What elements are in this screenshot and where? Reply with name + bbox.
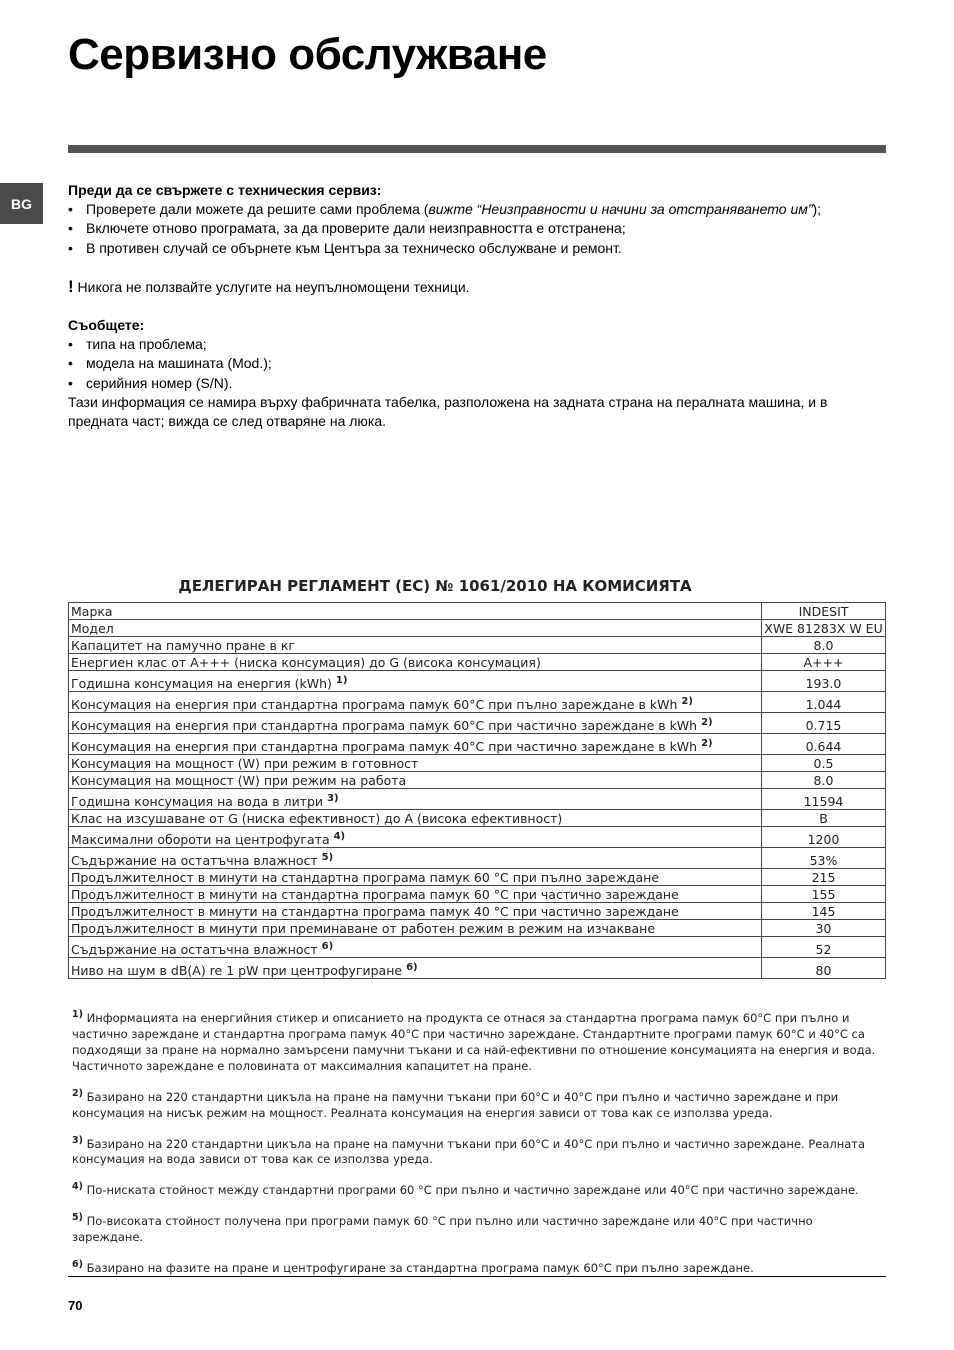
- page-number: 70: [68, 1298, 83, 1313]
- footnote-mark: 4): [72, 1181, 83, 1193]
- table-row: [69, 810, 886, 827]
- footnote: [72, 1210, 884, 1245]
- table-row: [69, 886, 886, 903]
- row-label: Клас на изсушаване от G (ниска ефективност) до А (висока ефективност): [69, 810, 762, 827]
- footnote-ref: 2): [701, 716, 713, 728]
- row-value: 215: [762, 869, 886, 886]
- table-row: [69, 654, 886, 671]
- table-row: [69, 637, 886, 654]
- footnote-text: По-ниската стойност между стандартни програми 60 °С при пълно и частично зареждане или 40°С при частично зареждане.: [86, 1183, 859, 1198]
- row-value: 8.0: [762, 772, 886, 789]
- row-label: Капацитет на памучно пране в кг: [69, 637, 762, 654]
- row-value: 193.0: [762, 671, 886, 692]
- table-row: [69, 772, 886, 789]
- table-row: [69, 603, 886, 620]
- footnote-ref: 2): [681, 695, 693, 707]
- table-row: [69, 692, 886, 713]
- footnote-text: Базирано на 220 стандартни цикъла на пране на памучни тъкани при 60°С и 40°С при пълно и частично зареждане и при консумация на нисък режим на мощност. Реалната консумация на енергия зависи от това как се използва уреда.: [72, 1089, 839, 1120]
- footnote: [72, 1007, 884, 1074]
- row-label: Продължителност в минути на стандартна програма памук 40 °С при частично зареждане: [69, 903, 762, 920]
- footnote-ref: 1): [335, 674, 348, 686]
- table-row: [69, 903, 886, 920]
- footnote-ref: 4): [333, 830, 346, 842]
- row-label: Годишна консумация на енергия (kWh) $^{1)}$: [69, 671, 762, 692]
- table-row: [69, 755, 886, 772]
- row-label: Продължителност в минути при преминаване от работен режим в режим на изчакване: [69, 920, 762, 937]
- row-label: Продължителност в минути на стандартна програма памук 60 °С при частично зареждане: [69, 886, 762, 903]
- footnote-ref: 5): [321, 851, 334, 863]
- footnote-mark: 3): [72, 1134, 83, 1146]
- row-label: Консумация на енергия при стандартна програма памук 40°С при частично зареждане в kWh $^{2)}$: [69, 734, 762, 755]
- footnote-mark: 2): [72, 1087, 83, 1099]
- check-item-2: • Включете отново програмата, за да проверите дали неизправността е отстранена;: [68, 219, 888, 238]
- row-value: 0.715: [762, 713, 886, 734]
- page-title: Сервизно обслужване: [68, 30, 547, 79]
- row-label: Ниво на шум в dB(A) re 1 pW при центрофугиране $^{6)}$: [69, 958, 762, 979]
- table-row: [69, 713, 886, 734]
- row-label: Продължителност в минути на стандартна програма памук 60 °С при пълно зареждане: [69, 869, 762, 886]
- footnotes: [72, 1007, 884, 1288]
- footnote-ref: 2): [701, 737, 713, 749]
- row-value: 80: [762, 958, 886, 979]
- row-value: 11594: [762, 789, 886, 810]
- footnote-text: Информацията на енергийния стикер и описанието на продукта се отнася за стандартна програма памук 60°С при пълно и частично зареждане и стандартна програма памук 40°С при частично зареждане. Стандартните програми памук 60°С и 40°С са подходящи за пране на нормално замърсени памучни тъкани и са най-ефективни по отношение консумацията на енергия и вода. Частичното зареждане е половината от максималния капацитет на пране.: [72, 1010, 876, 1073]
- row-value: 1.044: [762, 692, 886, 713]
- warning-icon: !: [68, 276, 74, 296]
- row-value: B: [762, 810, 886, 827]
- table-row: [69, 937, 886, 958]
- service-instructions: [68, 181, 888, 431]
- row-label: Съдържание на остатъчна влажност $^{6)}$: [69, 937, 762, 958]
- footer-divider: [68, 1276, 886, 1277]
- nameplate-info: Тази информация се намира върху фабричната табелка, разположена на задната страна на пералната машина, и в предната част; вижда се след отваряне на люка.: [68, 393, 828, 430]
- footnote-mark: 1): [72, 1009, 83, 1020]
- row-value: 8.0: [762, 637, 886, 654]
- table-row: [69, 827, 886, 848]
- footnote-text: Базирано на 220 стандартни цикъла на пране на памучни тъкани при 60°С и 40°С при пълно и частично зареждане. Реалната консумация на вода зависи от това как се използва уреда.: [72, 1136, 866, 1167]
- check-item-1-text: Проверете дали можете да решите сами проблема (: [86, 201, 429, 218]
- row-value: 52: [762, 937, 886, 958]
- footnote-ref: 6): [406, 961, 418, 973]
- regulation-title: ДЕЛЕГИРАН РЕГЛАМЕНТ (ЕС) № 1061/2010 НА КОМИСИЯТА: [178, 577, 692, 595]
- row-value: XWE 81283X W EU: [762, 620, 886, 637]
- warning-text: Никога не ползвайте услугите на неупълномощени техници.: [73, 278, 470, 295]
- row-label: Годишна консумация на вода в литри $^{3)}$: [69, 789, 762, 810]
- check-item-1: [68, 200, 888, 219]
- check-item-1-reference: вижте “Неизправности и начини за отстраняването им”: [428, 201, 813, 218]
- check-item-3: • В противен случай се обърнете към Центъра за техническо обслужване и ремонт.: [68, 239, 888, 258]
- row-label: Консумация на мощност (W) при режим на работа: [69, 772, 762, 789]
- row-label: Консумация на енергия при стандартна програма памук 60°С при пълно зареждане в kWh $^{2)}$: [69, 692, 762, 713]
- footnote: [72, 1086, 884, 1121]
- footnote: [72, 1257, 884, 1276]
- row-value: 155: [762, 886, 886, 903]
- table-row: [69, 620, 886, 637]
- row-value: A+++: [762, 654, 886, 671]
- regulation-table: [68, 602, 886, 979]
- before-heading: Преди да се свържете с техническия сервиз:: [68, 182, 382, 198]
- row-value: 0.644: [762, 734, 886, 755]
- footnote-mark: 6): [72, 1259, 83, 1271]
- footnote-ref: 3): [327, 792, 339, 804]
- row-value: 1200: [762, 827, 886, 848]
- footnote: [72, 1133, 884, 1168]
- footnote-text: По-високата стойност получена при програми памук 60 °С при пълно или частично зареждане или 40°С при частично зареждане.: [72, 1214, 813, 1245]
- footnote: [72, 1179, 884, 1198]
- row-value: 145: [762, 903, 886, 920]
- row-value: 0.5: [762, 755, 886, 772]
- footnote-text: Базирано на фазите на пране и центрофугиране за стандартна програма памук 60°С при пълно зареждане.: [86, 1260, 754, 1275]
- table-row: [69, 848, 886, 869]
- row-label: Максимални обороти на центрофугата $^{4)}$: [69, 827, 762, 848]
- table-row: [69, 734, 886, 755]
- table-row: [69, 920, 886, 937]
- table-row: [69, 789, 886, 810]
- row-label: Модел: [69, 620, 762, 637]
- row-value: 30: [762, 920, 886, 937]
- report-item: • серийния номер (S/N).: [68, 374, 888, 393]
- row-label: Консумация на мощност (W) при режим в готовност: [69, 755, 762, 772]
- row-label: Енергиен клас от А+++ (ниска консумация) до G (висока консумация): [69, 654, 762, 671]
- table-row: [69, 869, 886, 886]
- row-label: Съдържание на остатъчна влажност $^{5)}$: [69, 848, 762, 869]
- title-divider: [68, 145, 886, 153]
- row-value: 53%: [762, 848, 886, 869]
- row-value: INDESIT: [762, 603, 886, 620]
- check-item-1-end: );: [812, 201, 822, 218]
- footnote-ref: 6): [321, 940, 334, 952]
- row-label: Консумация на енергия при стандартна програма памук 60°С при частично зареждане в kWh $^{2)}$: [69, 713, 762, 734]
- report-item: • модела на машината (Mod.);: [68, 354, 888, 373]
- report-heading: Съобщете:: [68, 317, 145, 334]
- language-tab: BG: [0, 183, 43, 224]
- footnote-mark: 5): [72, 1212, 83, 1224]
- report-item: • типа на проблема;: [68, 335, 888, 354]
- table-row: [69, 958, 886, 979]
- table-row: [69, 671, 886, 692]
- warning-note: [68, 277, 888, 297]
- row-label: Марка: [69, 603, 762, 620]
